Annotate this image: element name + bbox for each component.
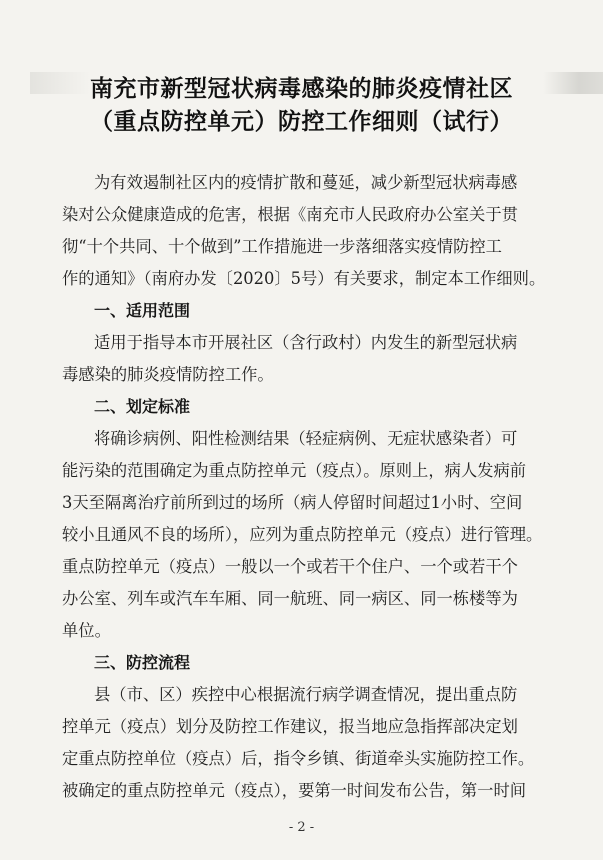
section-heading: 三、防控流程 — [94, 653, 191, 672]
paragraph-line: 县（市、区）疾控中心根据流行病学调查情况，提出重点防 — [94, 685, 518, 704]
paragraph-line: 染对公众健康造成的危害，根据《南充市人民政府办公室关于贯 — [62, 205, 518, 224]
paragraph-line: 被确定的重点防控单元（疫点），要第一时间发布公告，第一时间 — [62, 781, 527, 800]
paragraph-line: 为有效遏制社区内的疫情扩散和蔓延，减少新型冠状病毒感 — [94, 173, 518, 192]
paragraph-line: 办公室、列车或汽车车厢、同一航班、同一病区、同一栋楼等为 — [62, 589, 518, 608]
section-heading: 一、适用范围 — [94, 301, 191, 320]
paragraph-line: 彻“十个共同、十个做到”工作措施进一步落细落实疫情防控工 — [62, 237, 502, 256]
paragraph-line: 较小且通风不良的场所），应列为重点防控单元（疫点）进行管理。 — [62, 525, 543, 544]
paragraph-line: 单位。 — [62, 621, 111, 640]
paragraph-line: 控单元（疫点）划分及防控工作建议，报当地应急指挥部决定划 — [62, 717, 518, 736]
document-title-line-2: （重点防控单元）防控工作细则（试行） — [90, 109, 513, 135]
document-title-line-1: 南充市新型冠状病毒感染的肺炎疫情社区 — [90, 76, 513, 102]
paragraph-line: 能污染的范围确定为重点防控单元（疫点）。原则上，病人发病前 — [62, 461, 527, 480]
paragraph-line: 重点防控单元（疫点）一般以一个或若干个住户、一个或若干个 — [62, 557, 518, 576]
paragraph-line: 作的通知》（南府办发〔2020〕5号）有关要求，制定本工作细则。 — [62, 269, 546, 288]
paragraph-line: 适用于指导本市开展社区（含行政村）内发生的新型冠状病 — [94, 333, 518, 352]
page-number: - 2 - — [288, 820, 315, 835]
paragraph-line: 将确诊病例、阳性检测结果（轻症病例、无症状感染者）可 — [94, 429, 518, 448]
paragraph-line: 定重点防控单位（疫点）后，指令乡镇、街道牵头实施防控工作。 — [62, 749, 535, 768]
paragraph-line: 3天至隔离治疗前所到过的场所（病人停留时间超过1小时、空间 — [62, 493, 523, 512]
paragraph-line: 毒感染的肺炎疫情防控工作。 — [62, 365, 274, 384]
section-heading: 二、划定标准 — [94, 397, 191, 416]
